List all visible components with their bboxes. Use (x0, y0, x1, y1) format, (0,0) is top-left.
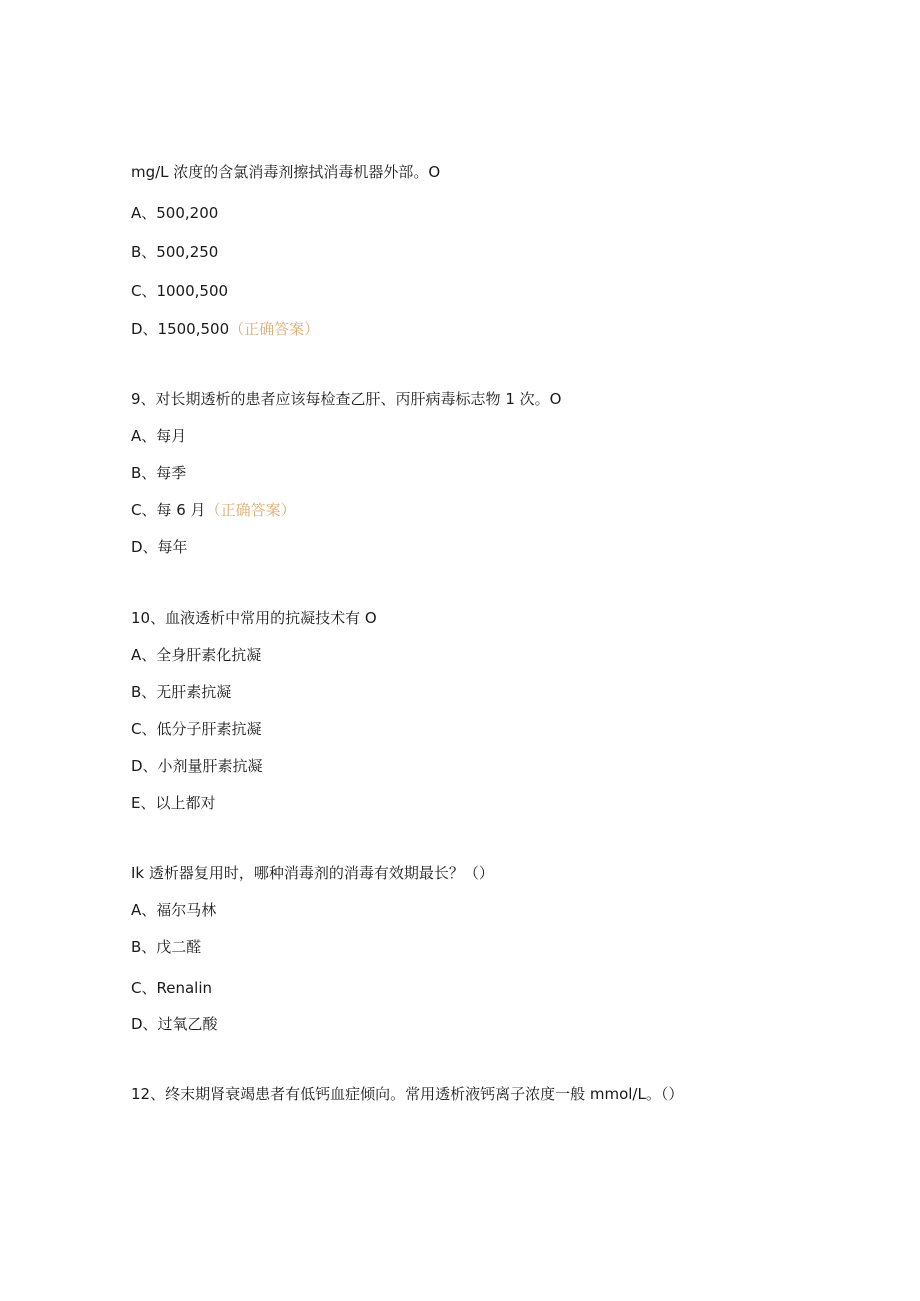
answer-option (131, 900, 216, 920)
answer-option (131, 937, 201, 957)
answer-option (131, 281, 228, 301)
option-text: D、1500,500 (131, 320, 230, 338)
option-text: B、每季 (131, 464, 187, 482)
answer-option (131, 242, 218, 262)
answer-option (131, 793, 215, 813)
answer-option (131, 682, 231, 702)
option-text: C、低分子肝素抗凝 (131, 720, 262, 738)
option-text: B、无肝素抗凝 (131, 683, 232, 701)
answer-option (131, 756, 263, 776)
question-stem: mg/L 浓度的含氯消毒剂擦拭消毒机器外部。O (131, 163, 441, 181)
answer-option (131, 645, 261, 665)
question-stem: 12、终末期肾衰竭患者有低钙血症倾向。常用透析液钙离子浓度一般 mmol/L。（） (131, 1085, 684, 1103)
answer-option (131, 537, 188, 557)
answer-option (131, 426, 186, 446)
option-text: A、500,200 (131, 204, 219, 222)
option-text: D、每年 (131, 538, 188, 556)
answer-option (131, 1014, 218, 1034)
option-text: E、以上都对 (131, 794, 216, 812)
option-text: D、过氧乙酸 (131, 1015, 218, 1033)
option-text: A、每月 (131, 427, 187, 445)
correct-answer-mark: （正确答案） (205, 501, 296, 519)
question-stem: 10、血液透析中常用的抗凝技术有 O (131, 609, 377, 627)
answer-option (131, 203, 218, 223)
option-text: C、每 6 月 (131, 501, 206, 519)
option-text: D、小剂量肝素抗凝 (131, 757, 263, 775)
option-text: B、戊二醛 (131, 938, 202, 956)
option-text: C、Renalin (131, 979, 212, 997)
answer-option (131, 319, 319, 339)
option-text: B、500,250 (131, 243, 219, 261)
question-stem: Ik 透析器复用时，哪种消毒剂的消毒有效期最长？（） (131, 864, 494, 882)
option-text: A、福尔马林 (131, 901, 217, 919)
answer-option (131, 978, 212, 998)
answer-option (131, 719, 261, 739)
question-stem: 9、对长期透析的患者应该每检查乙肝、丙肝病毒标志物 1 次。O (131, 390, 562, 408)
option-text: C、1000,500 (131, 282, 229, 300)
answer-option (131, 463, 186, 483)
correct-answer-mark: （正确答案） (229, 320, 320, 338)
answer-option (131, 500, 296, 520)
option-text: A、全身肝素化抗凝 (131, 646, 262, 664)
